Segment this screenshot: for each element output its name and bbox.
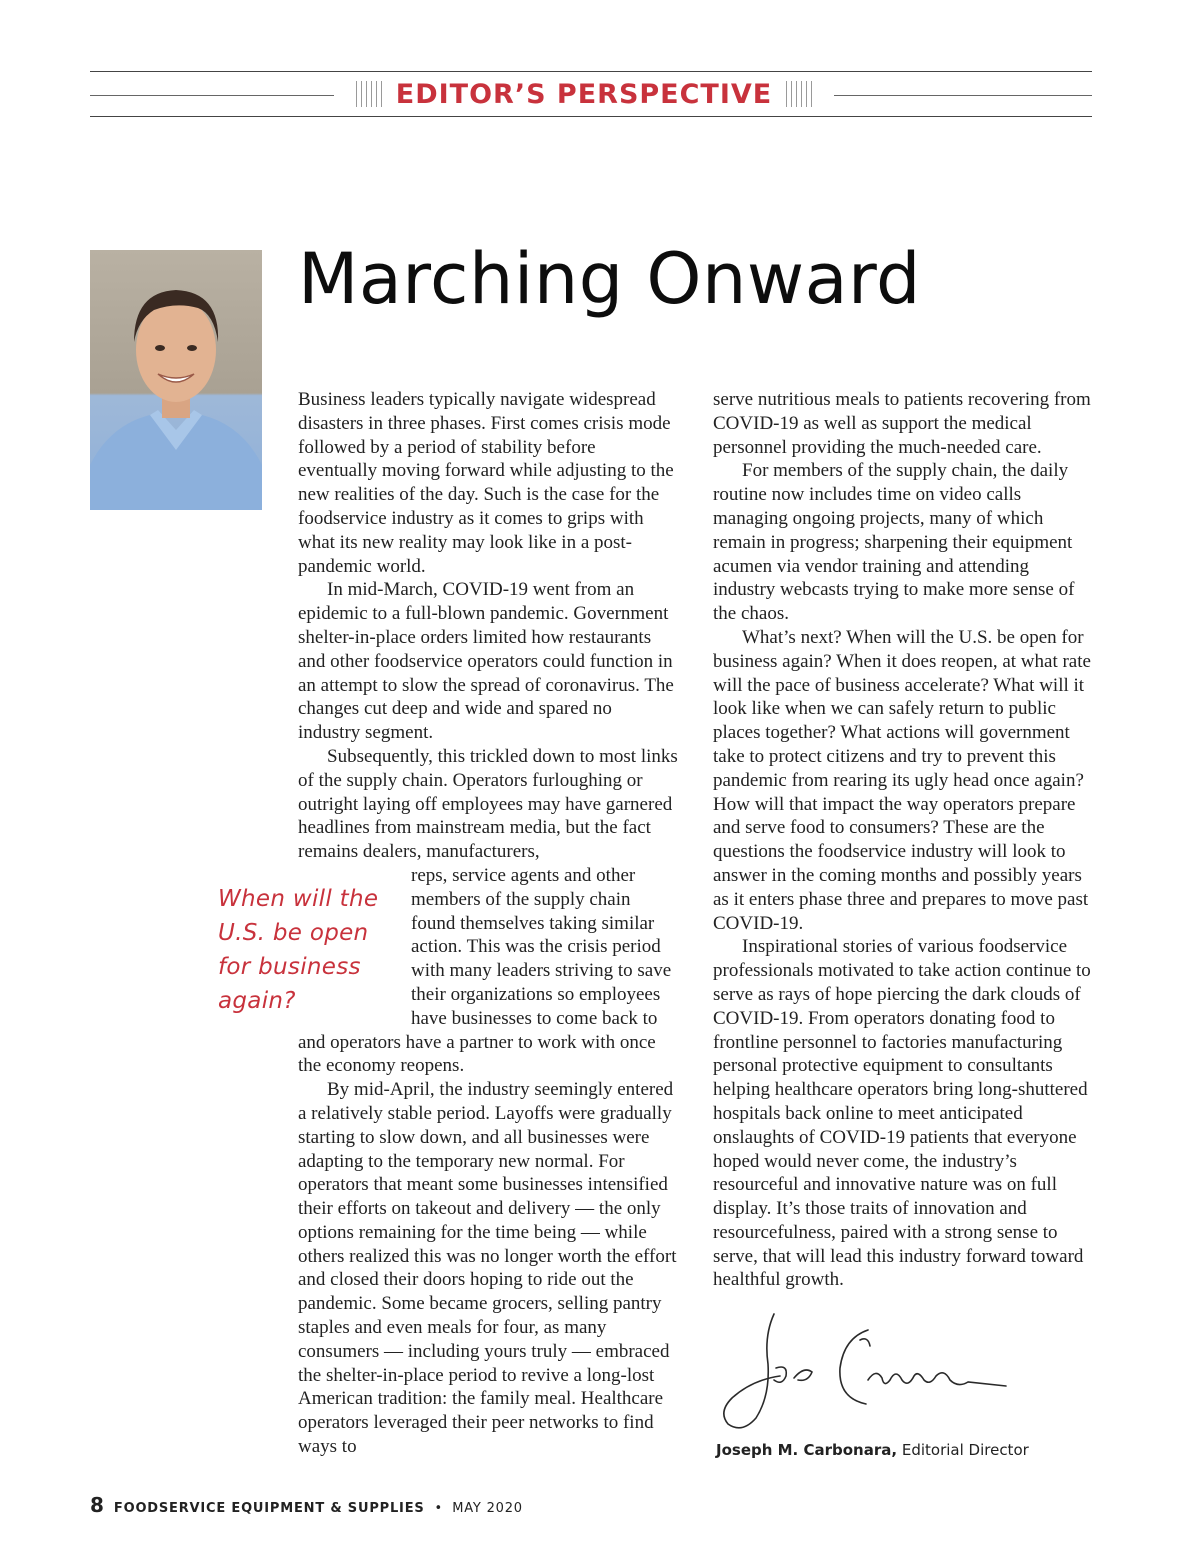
article-column-right bbox=[713, 388, 1095, 1292]
author-photo bbox=[90, 250, 262, 510]
paragraph: serve nutritious meals to patients recovering from COVID-19 as well as support the medical personnel providing the much-needed care. bbox=[713, 389, 1091, 458]
page-footer bbox=[90, 1493, 523, 1517]
paragraph: In mid-March, COVID-19 went from an epidemic to a full-blown pandemic. Government shelter-in-place orders limited how restaurants and other foodservice operators could function in an attempt to slow the spread of coronavirus. The changes cut deep and wide and spared no industry segment. bbox=[298, 579, 674, 744]
signature bbox=[718, 1306, 1018, 1436]
paragraph: For members of the supply chain, the daily routine now includes time on video calls managing ongoing projects, many of which remain in progress; sharpening their equipment acumen via vendor training and attending industry webcasts trying to make more sense of the chaos. bbox=[713, 460, 1075, 625]
author-role: Editorial Director bbox=[901, 1441, 1029, 1459]
paragraph: reps, service agents and other members of the supply chain found themselves taking similar action. This was the crisis period with many leaders striving to save their organizations so employees have businesses to come back to and operators have a partner to work with once the economy reopens. bbox=[298, 864, 672, 1077]
header-rule-top bbox=[90, 71, 1092, 72]
page-number: 8 bbox=[90, 1493, 104, 1517]
author-byline bbox=[716, 1441, 1029, 1459]
issue-date: MAY 2020 bbox=[452, 1501, 523, 1516]
decorative-bars-left bbox=[356, 81, 382, 107]
paragraph: What’s next? When will the U.S. be open for business again? When it does reopen, at what rate will the pace of business accelerate? What will it look like when we can safely return to public places together? What actions will government take to protect citizens and try to prevent this pandemic from rearing its ugly head once again? How will that impact the way operators prepare and serve food to consumers? These are the questions the foodservice industry will look to answer in the coming months and possibly years as it enters phase three and prepares to move past COVID-19. bbox=[713, 626, 1091, 934]
author-name: Joseph M. Carbonara, bbox=[716, 1441, 898, 1459]
paragraph: By mid-April, the industry seemingly entered a relatively stable period. Layoffs were gradually starting to slow down, and all businesses were adapting to the temporary new normal. For operators that meant some businesses intensified their efforts on takeout and delivery — the only options remaining for the time being — while others realized this was no longer worth the effort and closed their doors hoping to ride out the pandemic. Some became grocers, selling pantry staples and even meals for four, as many consumers — including yours truly — embraced the shelter-in-place period to revive a long-lost American tradition: the family meal. Healthcare operators leveraged their peer networks to find ways to bbox=[298, 1079, 677, 1458]
paragraph: Business leaders typically navigate widespread disasters in three phases. First comes crisis mode followed by a period of stability before eventually moving forward while adjusting to the new realities of the day. Such is the case for the foodservice industry as it comes to grips with what its new reality may look like in a post-pandemic world. bbox=[298, 389, 674, 577]
publication-name: FOODSERVICE EQUIPMENT & SUPPLIES bbox=[113, 1501, 425, 1516]
paragraph: Subsequently, this trickled down to most links of the supply chain. Operators furloughing or outright laying off employees may have garnered headlines from mainstream media, but the fact remains dealers, manufacturers, bbox=[298, 745, 678, 863]
header-rule-bottom bbox=[90, 116, 1092, 117]
paragraph: Inspirational stories of various foodservice professionals motivated to take action continue to serve as rays of hope piercing the dark clouds of COVID-19. From operators donating food to frontline personnel to factories manufacturing personal protective equipment to consultants helping healthcare operators bring long-shuttered hospitals back online to meet anticipated onslaughts of COVID-19 patients that everyone hoped would never come, the industry’s resourceful and innovative nature was on full display. It’s those traits of innovation and resourcefulness, paired with a strong sense to serve, that will lead this industry forward toward healthful growth. bbox=[713, 936, 1091, 1291]
pull-quote: When will the U.S. be open for business again? bbox=[218, 886, 379, 1014]
section-title: EDITOR’S PERSPECTIVE bbox=[395, 78, 773, 110]
header-rule-right bbox=[834, 95, 1092, 96]
portrait-illustration bbox=[90, 250, 262, 510]
section-header bbox=[346, 74, 822, 114]
footer-separator: • bbox=[434, 1501, 443, 1516]
article-title: Marching Onward bbox=[298, 238, 921, 320]
header-rule-left bbox=[90, 95, 334, 96]
decorative-bars-right bbox=[786, 81, 812, 107]
